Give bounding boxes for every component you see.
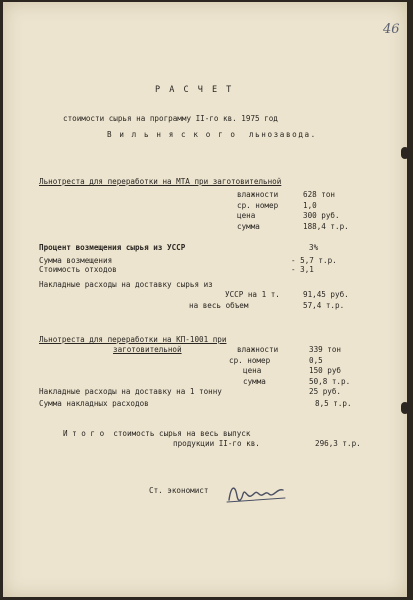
s1-label: цена [237, 211, 256, 220]
s2-value: 3% [309, 243, 319, 252]
s2-label: Стоимость отходов [39, 265, 117, 274]
total-label: продукции II-го кв. [173, 439, 260, 448]
s1-value: 300 руб. [303, 211, 340, 220]
document-title: Р А С Ч Е Т [155, 85, 234, 95]
document-page [3, 2, 407, 597]
document-subtitle: стоимости сырья на программу II-го кв. 1975 год [63, 114, 278, 123]
s2-label: Накладные расходы на доставку сырья из [39, 280, 213, 289]
page-number: 46 [383, 22, 400, 37]
punch-hole [401, 147, 409, 159]
s1-label: ср. номер [237, 201, 279, 210]
s2-value: - 5,7 т.р. [291, 256, 337, 265]
s2-value: 57,4 т.р. [303, 301, 345, 310]
s2-label: УССР на 1 т. [225, 290, 280, 299]
s2-label: Сумма возмещения [39, 256, 113, 265]
section3-heading: Льнотреста для переработки на КП-1001 при [39, 335, 227, 344]
s1-label: сумма [237, 222, 260, 231]
s1-label: влажности [237, 190, 279, 199]
s3-value: 0,5 [309, 356, 323, 365]
s3-value: 25 руб. [309, 387, 342, 396]
s3-value: 150 руб [309, 366, 342, 375]
s2-label: Процент возмещения сырья из УССР [39, 243, 186, 252]
s2-label: на весь объем [189, 301, 249, 310]
s2-value: 91,45 руб. [303, 290, 349, 299]
s3-value: 50,8 т.р. [309, 377, 351, 386]
s3-label: Сумма накладных расходов [39, 399, 149, 408]
total-value: 296,3 т.р. [315, 439, 361, 448]
s3-label: влажности [237, 345, 279, 354]
handwritten-signature [225, 480, 291, 508]
s3-label: сумма [243, 377, 266, 386]
s3-label: Накладные расходы на доставку на 1 тонну [39, 387, 222, 396]
s1-value: 628 тон [303, 190, 336, 199]
section3-heading: заготовительной [113, 345, 182, 354]
signatory-title: Ст. экономист [149, 486, 209, 495]
section1-heading: Льнотреста для переработки на МТА при заготовительной [39, 177, 282, 186]
s1-value: 188,4 т.р. [303, 222, 349, 231]
s3-label: ср. номер [229, 356, 271, 365]
s2-value: - 3,1 [291, 265, 314, 274]
s3-value: 339 тон [309, 345, 342, 354]
s1-value: 1,0 [303, 201, 317, 210]
punch-hole [401, 402, 409, 414]
document-subtitle-plant: В и л ь н я с к о г о льнозавода. [107, 130, 317, 139]
total-label: И т о г о стоимость сырья на весь выпуск [63, 429, 251, 438]
s3-value: 8,5 т.р. [315, 399, 352, 408]
s3-label: цена [243, 366, 262, 375]
